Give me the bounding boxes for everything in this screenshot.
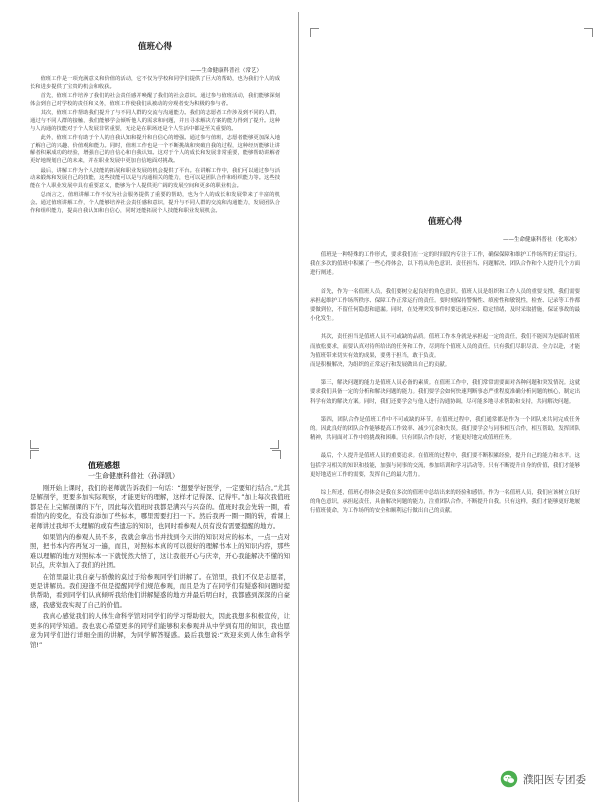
doc3-title: 值班感想 [88, 461, 120, 470]
doc1-author: ——生命健康科普社（常艺） [190, 68, 262, 74]
doc1-paragraph: 首先，值班工作培养了我们的社会责任感并唤醒了我们的社会意识。通过参与值班活动，我们能够深刻体会到自己对学校的责任和义务，值班工作使我们从被动的旁观者变为积极的参与者。 [30, 93, 280, 107]
crop-mark [270, 440, 279, 449]
doc1-paragraph: 总而言之，值班讲解工作不仅为社会服务提供了重要的帮助，也为个人的成长和发展带来了丰富的机会。通过值班讲解工作，个人能够培养社会责任感和意识，提升与不同人群的交流和沟通能力，发展团队合作和组织能力，提高自我认知和自信心，同时还能拓展个人技能和职业发展机会。 [30, 192, 280, 214]
doc2-paragraph: 最后，个人提升是值班人员的重要追求。在值班的过程中，我们要不断积累经验，提升自己的能力和水平。这包括学习相关的知识和技能，加强与同事的交流，参加培训和学习活动等。只有不断提升自身的价值，我们才能够更好地适应工作的需要，发挥自己的最大潜力。 [310, 453, 580, 478]
doc3-paragraph: 我真心感觉我们的人体生命科学馆对同学们的学习帮助很大，因此我想多积极宣传，让更多的同学知道。我也衷心希望更多的同学们能够积来参观并从中学到有用的知识，我也愿意为同学们进行详细全面的讲解，为同学解答疑惑。最后我想说:“欢迎来到人体生命科学馆!” [30, 612, 290, 649]
wechat-icon [500, 770, 518, 788]
doc2-paragraph: 第四，团队合作是值班工作中不可或缺的环节。在值班过程中，我们通常都是作为一个团队来共同完成任务的。因此良好的团队合作能够提高工作效率、减少冗余和失误。我们要学会与同事相互合作，相互帮助，发挥团队精神，共同面对工作中的挑战和困难。只有团队合作良好，才能更好地完成值班任务。 [310, 416, 580, 442]
brand-watermark [496, 768, 590, 790]
brand-name: 濮阳医专团委 [523, 773, 586, 786]
crop-mark [30, 440, 39, 449]
doc3-author: 一生命健康科普社（孙泽凯） [88, 472, 179, 480]
doc3-paragraph: 刚开始上课时，我们的老师就告诉我们一句话：“想要学好医学，一定要知行结合。”尤其是解剖学，更要多加实际观察，才能更好的理解，这样才记得深、记得牢。”加上每次我值班都是在上完解剖课的下午，因此每次值班时我都是满兴与兴奋的。值班时我会先转一圈，看看馆内的变化，有没有添加了些标本，哪里需要打扫一下。然后我再一圈一圈的转，看课上老师讲过我却不太理解的或有些遗忘的知识，也同时看参观人员有没有需要提醒的地方。 [30, 484, 290, 530]
doc1-paragraph: 最后，讲解工作为个人技能的拓展和职业发展的机会提供了平台。在讲解工作中，我们可以通过参与活动来锻炼和发展自己的技能，这些技能可以是与沟通相关的能力，也可以是团队合作和组织能力等。这些技能在个人职业发展中具有重要意义，能够为个人提供更广阔的发展空间和更多的职业机会。 [30, 167, 280, 189]
doc3-paragraph: 在馆里最让我自豪与骄傲的莫过于给参观同学们讲解了。在馆里，我们不仅是志愿者，更是讲解员。我们迎逢不但是提醒同学们规范参观，而且是为了在同学们有疑惑和问题时提供帮助，看到同学们认真倾听我给他们讲解疑惑的地方并最后明白时，我都感到深深的自豪感，我感觉我实现了自己的价值。 [30, 572, 290, 609]
document-1 [30, 40, 280, 217]
document-2 [310, 215, 580, 526]
doc2-paragraph: 而是积极解决，为组织的正常运行和发展做出自己的贡献。 [310, 362, 451, 369]
doc2-paragraph: 第三，解决问题的能力是值班人员必备的素质。在值班工作中，我们常常需要面对各种问题和突发情况。这就要求我们具备一定的分析和解决问题的能力。我们要学会如何快速判断事态严重程度准确分析问题的核心，制定出科学有效的解决方案。同时，我们还要学会与他人进行沟通协调，尽可能多地寻求帮助和支持，共同解决问题。 [310, 380, 580, 405]
document-3 [30, 460, 290, 652]
crop-mark [310, 28, 319, 37]
doc1-title: 值班心得 [137, 42, 172, 52]
doc2-paragraph: 首先，作为一名值班人员，我们要树立起良好的角色意识。值班人员是组织和工作人员的重要支撑，我们需要承担起维护工作场所秩序、保障工作正常运行的责任。要时刻保持警惕性、缜密性和敏锐性，检查、记录等工作都要做到位，不留任何隐患和遗漏。同时，在处理突发事件时要迅速反应、稳定情绪，及时采取措施，保证事故的最小化发生。 [310, 288, 580, 323]
doc2-author: ——生命健康科普社（化寒冰） [502, 237, 580, 243]
crop-mark [30, 450, 39, 459]
doc2-title: 值班心得 [427, 217, 462, 227]
doc2-paragraph: 值班是一种特殊的工作形式，要求我们在一定的时间段内专注于工作，确保保障和维护工作场所的正常运行。我在多次的值班中积累了一些心得体会，以下将从角色意识、责任担当、问题解决、团队合作和个人提升几个方面进行阐述。 [310, 252, 580, 277]
doc1-paragraph: 其次，值班工作帮助我们提升了与不同人群的交流与沟通能力。我们的志愿者工作涉及到不同的人群，通过与不同人群的接触，我们能够学会倾听他人的需求和问题，并且寻求解决方案的能力得到了提升。这种与人沟通的技能对于个人发展非常重要，无论是在职场还是个人生活中都是至关重要的。 [30, 110, 280, 132]
page-divider [298, 12, 299, 802]
doc2-paragraph: 其次，责任担当是值班人员不可或缺的品质。值班工作本身就是承担起一定的责任，我们不能因为是临时值班而放松要求，而要认真对待所给出的任务和工作，尽到每个值班人员的责任。只有我们尽职尽责、全力以赴，才能为值班带来切实有效的成果，要勇于担当，敢于负责。 [310, 334, 580, 359]
doc1-paragraph: 值班工作是一项充满意义和价值的活动，它不仅为学校和同学们提供了巨大的帮助，也为我们个人的成长和进步提供了宝贵的机会和收获。 [30, 76, 280, 90]
crop-mark [272, 450, 281, 459]
doc1-paragraph: 此外，值班工作有助于个人的自我认知和提升和自信心的增强。通过参与值班，志愿者能够更加深入地了解自己的兴趣、价值观和能力。同时，值班工作也是一个不断挑战和突破自我的过程，这种经历能够让讲解者积累成功的经验，增强自己的自信心和自我认知。这对于个人的成长和发展非常重要，能够帮助讲解者更好地规划自己的未来，并在职业发展中更加自信地面对挑战。 [30, 135, 280, 164]
crop-mark [584, 28, 593, 37]
doc3-paragraph: 如果馆内的参观人员不多，我就会拿出书并找到今天讲的知识对应的标本，一点一点对照，把书本内容再复习一遍，而且，对照标本真的可以很好的理解书本上的知识内容，那些难以理解的地方对照标本一下就恍然大悟了，这让我很开心与庆幸，开心我能解决不懂的知识点，庆幸加入了我们的社团。 [30, 533, 290, 570]
doc2-paragraph: 综上所述，值班心得体会是我在多次的值班中总结出来的经验和感悟。作为一名值班人员，我们应该树立良好的角色意识，承担起责任，具备解决问题的能力，注重团队合作，不断提升自我。只有这样，我们才能够更好地履行值班使命，为工作场所的安全和顺利运行做出自己的贡献。 [310, 490, 580, 515]
